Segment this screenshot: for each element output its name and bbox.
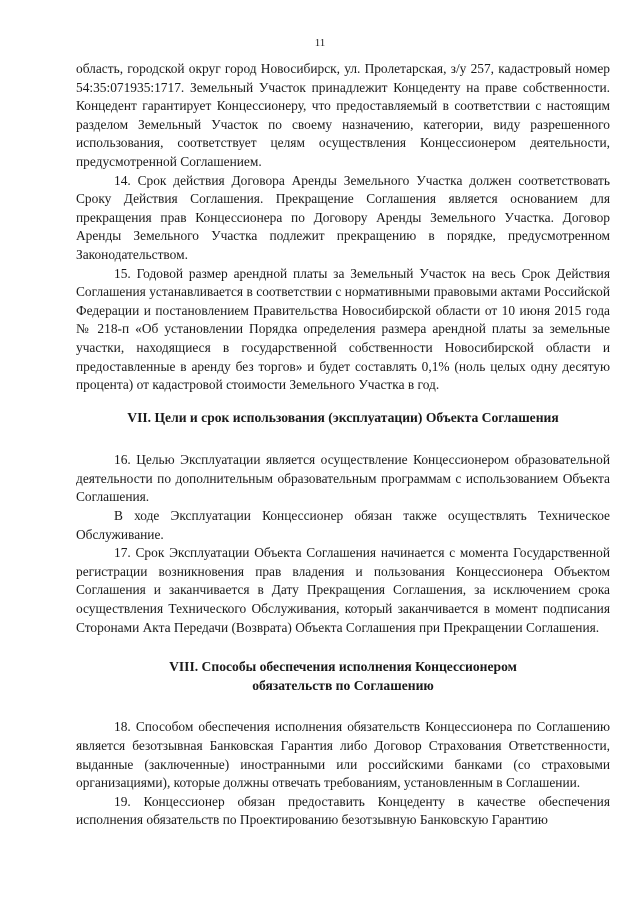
paragraph-17-operation-term: 17. Срок Эксплуатации Объекта Соглашения начинается с момента Государственной регистрации возникновения прав владения и пользования Концессионера Объектом Соглашения и заканчивается в Дату Прекращения Соглашения, за исключением срока осуществления Технического Обслуживания, который заканчивается в момент подписания Сторонами Акта Передачи (Возврата) Объекта Соглашения при Прекращении Соглашения.	[76, 545, 610, 635]
paragraph-land-plot-ownership: область, городской округ город Новосибирск, ул. Пролетарская, з/у 257, кадастровый номер 54:35:071935:1717. Земельный Участок принадлежит Концеденту на праве собственности. Концедент гарантирует Концессионеру, что предоставляемый в соответствии с настоящим разделом Земельный Участок по своему назначению, категории, виду разрешенного использования, соответствует целям осуществления Концессионером деятельности, предусмотренной Соглашением.	[76, 61, 610, 169]
paragraph-19-bank-guarantee: 19. Концессионер обязан предоставить Концеденту в качестве обеспечения исполнения обязательств по Проектированию безотзывную Банковскую Гарантию	[76, 793, 610, 828]
paragraph-18-security-method: 18. Способом обеспечения исполнения обязательств Концессионера по Соглашению является безотзывная Банковская Гарантия либо Договор Страхования Ответственности, выданные (заключенные) иностранными или российскими банками (со страховыми организациями), которые должны отвечать требованиям, установленным в Соглашении.	[76, 719, 610, 791]
document-body	[76, 60, 610, 830]
section-heading-vii: VII. Цели и срок использования (эксплуатации) Объекта Соглашения	[127, 409, 559, 425]
section-heading-viii-line-1: VIII. Способы обеспечения исполнения Концессионером	[169, 659, 517, 675]
section-heading-viii	[76, 658, 610, 695]
paragraph-14-lease-term: 14. Срок действия Договора Аренды Земельного Участка должен соответствовать Сроку Действия Соглашения. Прекращение Соглашения является основанием для прекращения прав Концессионера по Договору Аренды Земельного Участка. Договор Аренды Земельного Участка подлежит прекращению в порядке, предусмотренном Законодательством.	[76, 172, 610, 262]
paragraph-15-annual-rent: 15. Годовой размер арендной платы за Земельный Участок на весь Срок Действия Соглашения устанавливается в соответствии с нормативными правовыми актами Российской Федерации и постановлением Правительства Новосибирской области от 10 июня 2015 года № 218-п «Об установлении Порядка определения размера арендной платы за земельные участки, находящиеся в государственной собственности Новосибирской области и предоставленные в аренду без торгов» и будет составлять 0,1% (ноль целых одну десятую процента) от кадастровой стоимости Земельного Участка в год.	[76, 265, 610, 393]
paragraph-technical-maintenance: В ходе Эксплуатации Концессионер обязан также осуществлять Техническое Обслуживание.	[76, 508, 610, 542]
section-heading-viii-line-2: обязательств по Соглашению	[252, 677, 434, 693]
page-number: 11	[314, 37, 326, 49]
paragraph-16-purpose: 16. Целью Эксплуатации является осуществление Концессионером образовательной деятельности по дополнительным образовательным программам с использованием Объекта Соглашения.	[76, 452, 610, 505]
